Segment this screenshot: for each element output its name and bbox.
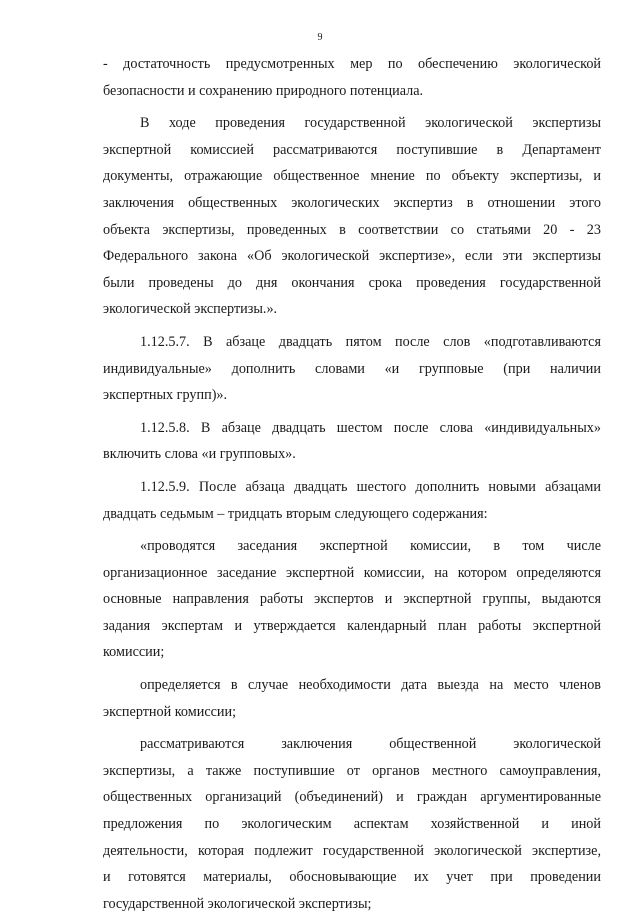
text-line: и готовятся материалы, обосновывающие их учет при проведении: [103, 869, 601, 886]
text-line: двадцать седьмым – тридцать вторым следующего содержания:: [103, 505, 488, 522]
text-line: экспертных групп)».: [103, 387, 228, 404]
text-line: организационное заседание экспертной комиссии, на котором определяются: [103, 564, 601, 581]
text-line: экспертной комиссии;: [103, 703, 237, 720]
text-line: определяется в случае необходимости дата выезда на место членов: [140, 677, 601, 694]
text-line: 1.12.5.8. В абзаце двадцать шестом после слова «индивидуальных»: [140, 419, 601, 436]
text-line: безопасности и сохранению природного потенциала.: [103, 82, 424, 99]
paragraph: [103, 533, 601, 666]
paragraph: [103, 672, 601, 725]
text-line: индивидуальные» дополнить словами «и групповые (при наличии: [103, 360, 601, 377]
text-line: Федерального закона «Об экологической экспертизе», если эти экспертизы: [103, 248, 601, 265]
text-line: заключения общественных экологических экспертиз в отношении этого: [103, 194, 601, 211]
paragraph: [103, 474, 601, 527]
paragraph: [103, 329, 601, 409]
document-body: [103, 51, 601, 917]
text-line: предложения по экологическим аспектам хозяйственной и иной: [103, 816, 601, 833]
text-line: были проведены до дня окончания срока проведения государственной: [103, 274, 601, 291]
text-line: объекта экспертизы, проведенных в соответствии со статьями 20 - 23: [103, 221, 601, 238]
text-line: «проводятся заседания экспертной комиссии, в том числе: [140, 538, 601, 555]
text-line: экологической экспертизы.».: [103, 301, 278, 318]
text-line: В ходе проведения государственной экологической экспертизы: [140, 115, 601, 132]
paragraph: [103, 110, 601, 323]
text-line: деятельности, которая подлежит государственной экологической экспертизе,: [103, 842, 601, 859]
text-line: государственной экологической экспертизы;: [103, 895, 372, 912]
text-line: основные направления работы экспертов и экспертной группы, выдаются: [103, 591, 601, 608]
text-line: 1.12.5.9. После абзаца двадцать шестого дополнить новыми абзацами: [140, 478, 601, 495]
text-line: общественных организаций (объединений) и граждан аргументированные: [103, 789, 601, 806]
paragraph: [103, 51, 601, 104]
paragraph: [103, 731, 601, 917]
text-line: задания экспертам и утверждается календарный план работы экспертной: [103, 617, 601, 634]
paragraph: [103, 415, 601, 468]
text-line: документы, отражающие общественное мнение по объекту экспертизы, и: [103, 168, 601, 185]
text-line: рассматриваются заключения общественной экологической: [140, 736, 601, 753]
text-line: 1.12.5.7. В абзаце двадцать пятом после слов «подготавливаются: [140, 333, 601, 350]
text-line: - достаточность предусмотренных мер по обеспечению экологической: [103, 56, 601, 72]
text-line: комиссии;: [103, 644, 165, 661]
text-line: включить слова «и групповых».: [103, 446, 296, 463]
text-line: экспертизы, а также поступившие от органов местного самоуправления,: [103, 762, 601, 779]
page-number: 9: [317, 32, 323, 43]
text-line: экспертной комиссией рассматриваются поступившие в Департамент: [103, 141, 601, 158]
